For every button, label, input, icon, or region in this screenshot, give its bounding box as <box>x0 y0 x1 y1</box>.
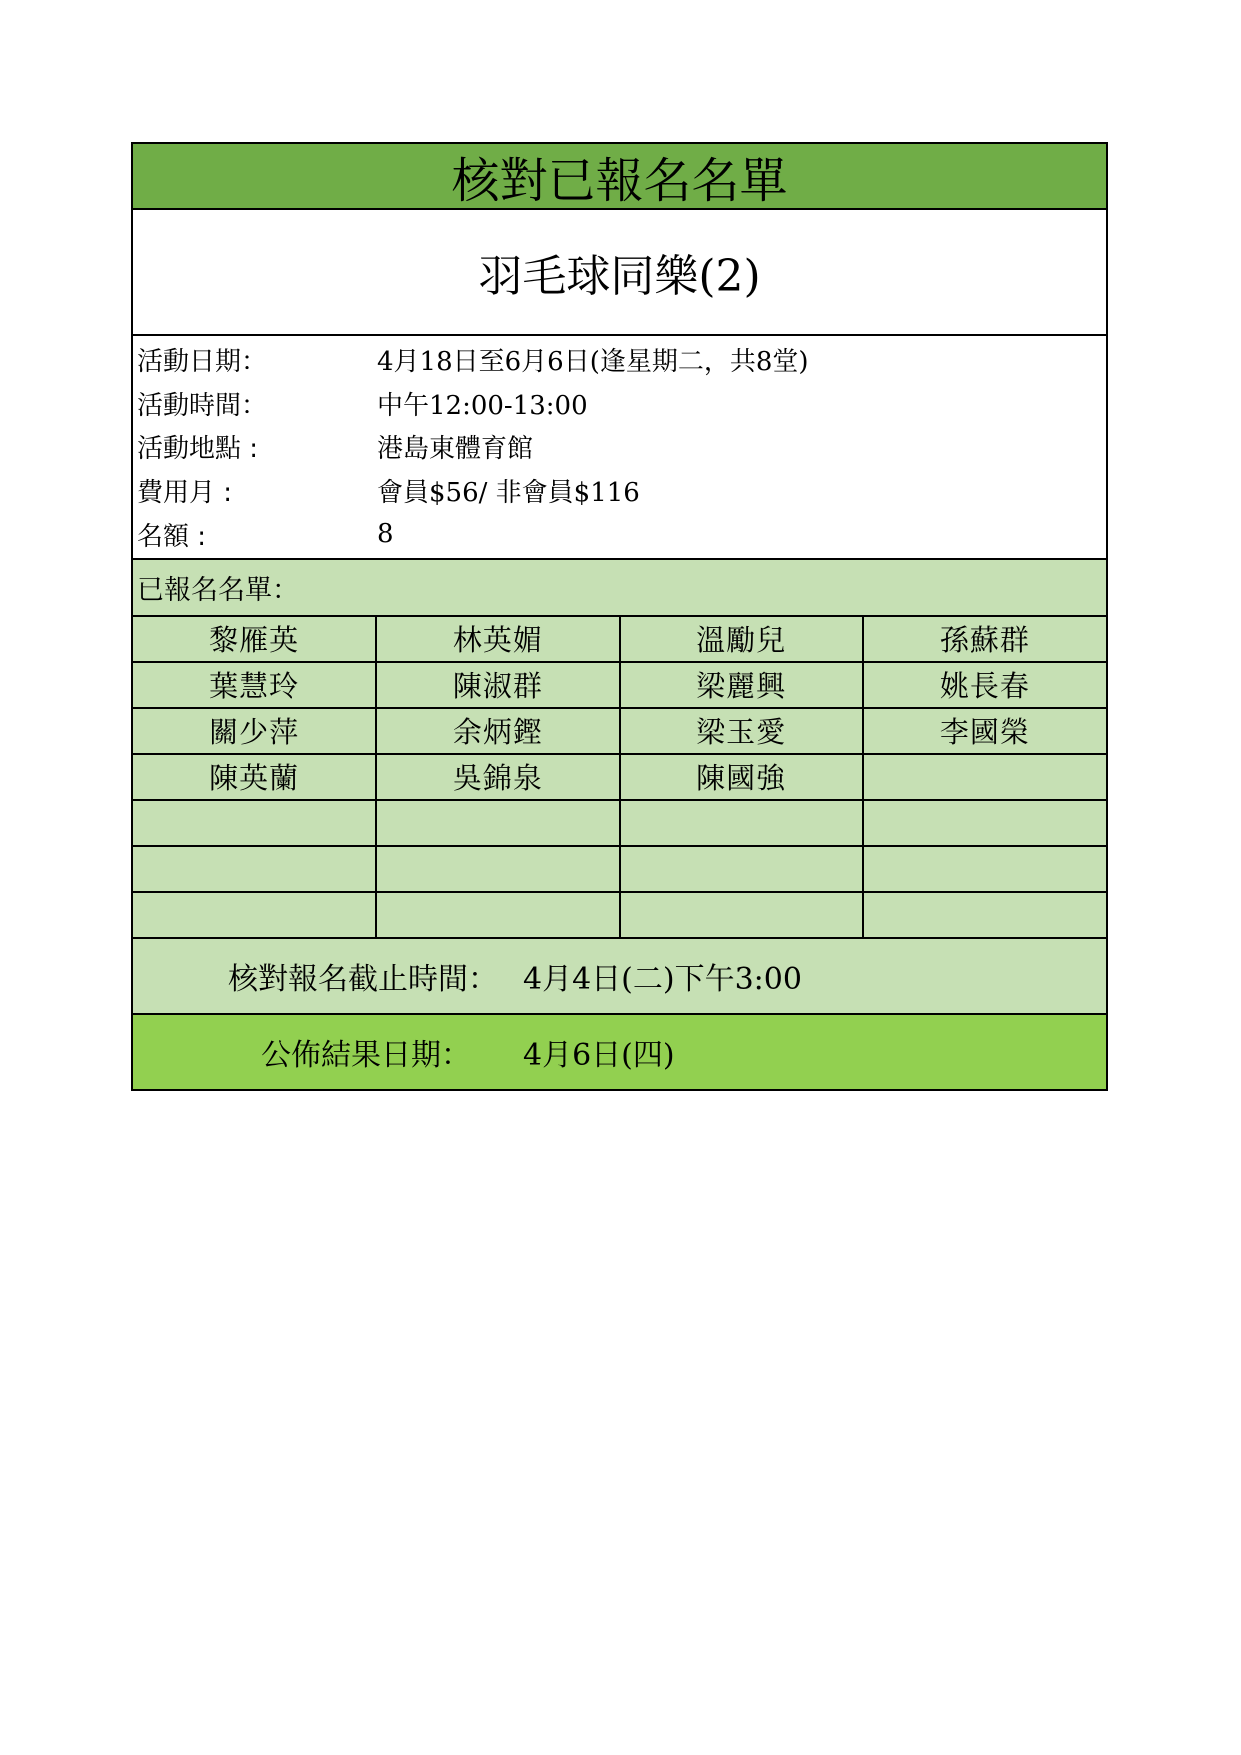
info-row-fee <box>137 469 1106 513</box>
name-cell <box>133 892 376 938</box>
info-label: 名額 : <box>137 521 207 552</box>
name-cell: 溫勵兒 <box>620 617 863 662</box>
info-label: 活動時間： <box>137 390 268 421</box>
name-cell: 陳淑群 <box>376 662 619 708</box>
registered-list-header: 已報名名單： <box>133 560 1106 617</box>
info-label: 活動日期： <box>137 347 268 378</box>
registered-names-table <box>133 617 1106 939</box>
info-row-quota <box>137 512 1106 556</box>
activity-name: 羽毛球同樂(2) <box>133 210 1106 336</box>
name-cell <box>620 892 863 938</box>
table-row <box>133 662 1106 708</box>
name-cell: 梁玉愛 <box>620 708 863 754</box>
registration-sheet <box>131 142 1108 1091</box>
info-row-time <box>137 382 1106 426</box>
name-cell: 葉慧玲 <box>133 662 376 708</box>
table-row <box>133 846 1106 892</box>
name-cell: 陳英蘭 <box>133 754 376 800</box>
info-value: 中午12:00-13:00 <box>377 390 588 421</box>
name-cell <box>863 846 1106 892</box>
name-cell <box>133 800 376 846</box>
name-cell <box>863 754 1106 800</box>
name-cell: 林英媚 <box>376 617 619 662</box>
deadline-value: 4月4日(二)下午3:00 <box>523 961 802 997</box>
info-value: 會員$56/ 非會員$116 <box>377 478 640 509</box>
name-cell: 吳錦泉 <box>376 754 619 800</box>
name-cell: 姚長春 <box>863 662 1106 708</box>
info-row-date <box>137 338 1106 382</box>
name-cell: 孫蘇群 <box>863 617 1106 662</box>
name-cell <box>620 800 863 846</box>
name-cell <box>376 800 619 846</box>
name-cell: 黎雁英 <box>133 617 376 662</box>
result-date-label: 公佈結果日期： <box>261 1037 471 1073</box>
name-cell: 關少萍 <box>133 708 376 754</box>
table-row <box>133 708 1106 754</box>
info-value: 港島東體育館 <box>377 434 534 465</box>
info-row-venue <box>137 425 1106 469</box>
activity-info <box>133 336 1106 560</box>
deadline-label: 核對報名截止時間： <box>228 961 498 997</box>
name-cell <box>863 892 1106 938</box>
name-cell <box>863 800 1106 846</box>
name-cell <box>376 892 619 938</box>
result-date-row <box>133 1015 1106 1089</box>
name-cell: 梁麗興 <box>620 662 863 708</box>
info-label: 費用月 : <box>137 478 233 509</box>
deadline-row <box>133 939 1106 1015</box>
info-label: 活動地點 : <box>137 434 259 465</box>
info-value: 4月18日至6月6日(逢星期二，共8堂) <box>377 347 809 378</box>
name-cell <box>620 846 863 892</box>
table-row <box>133 754 1106 800</box>
page-title: 核對已報名名單 <box>133 144 1106 210</box>
name-cell: 陳國強 <box>620 754 863 800</box>
name-cell <box>133 846 376 892</box>
table-row <box>133 892 1106 938</box>
result-date-value: 4月6日(四) <box>523 1037 675 1073</box>
table-row <box>133 617 1106 662</box>
name-cell <box>376 846 619 892</box>
table-row <box>133 800 1106 846</box>
name-cell: 李國榮 <box>863 708 1106 754</box>
name-cell: 余炳鏗 <box>376 708 619 754</box>
info-value: 8 <box>377 519 394 550</box>
